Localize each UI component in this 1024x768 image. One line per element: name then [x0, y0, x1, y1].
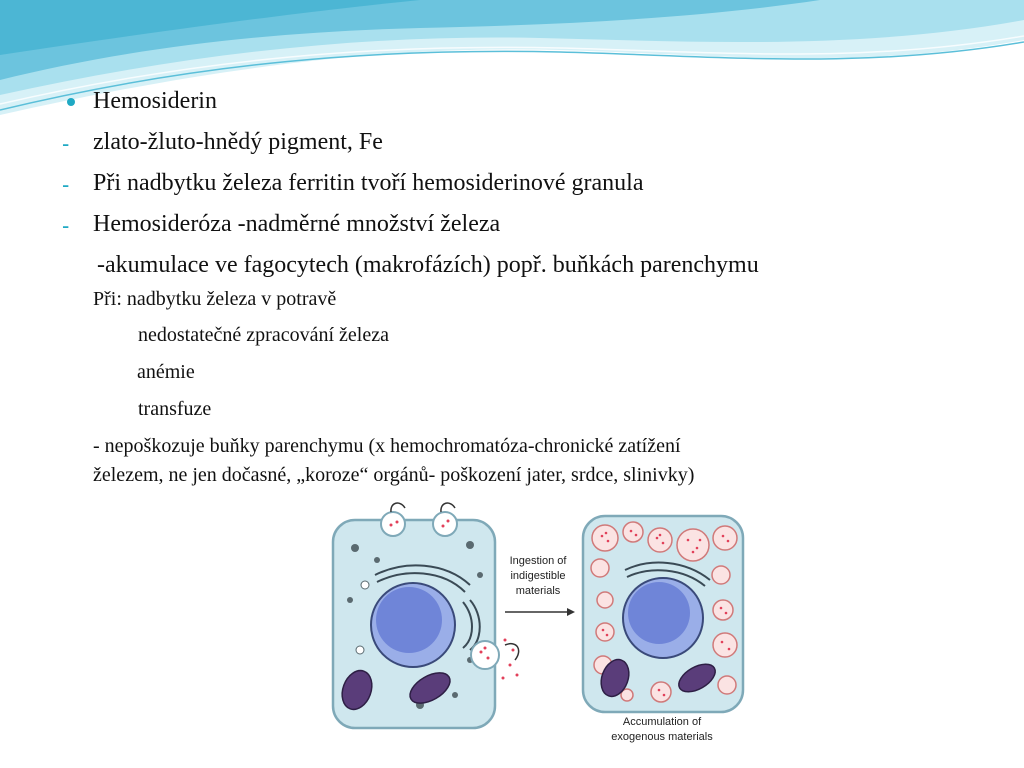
arrow-label-line: materials: [515, 585, 561, 597]
item-hemosideroza: Hemosideróza -nadměrné množství železa: [93, 211, 501, 237]
cause-item: nedostatečné zpracování železa: [138, 324, 389, 346]
right-cell: [583, 516, 743, 712]
cause-item: anémie: [137, 361, 195, 383]
dash-bullet-icon: -: [62, 131, 70, 156]
dash-bullet-icon: -: [62, 172, 70, 197]
arrow-label-line: Ingestion of: [509, 555, 567, 567]
caption-line: exogenous materials: [611, 731, 713, 743]
bullet-dot-icon: [67, 98, 75, 106]
dash-bullet-icon: -: [62, 213, 70, 238]
note-line-1: - nepoškozuje buňky parenchymu (x hemochromatóza-chronické zatížení: [93, 435, 681, 457]
pri-label: Při: nadbytku železa v potravě: [93, 288, 337, 310]
akumulace-line: -akumulace ve fagocytech (makrofázích) popř. buňkách parenchymu: [97, 252, 759, 278]
item-pigment: zlato-žluto-hnědý pigment, Fe: [93, 129, 383, 155]
heading-hemosiderin: Hemosiderin: [93, 88, 217, 114]
arrow-label-line: indigestible: [510, 570, 566, 582]
cause-item: transfuze: [138, 398, 212, 420]
item-ferritin: Při nadbytku železa ferritin tvoří hemosiderinové granula: [93, 170, 644, 196]
caption-line: Accumulation of: [622, 716, 702, 728]
left-cell: [333, 503, 519, 728]
cell-accumulation-diagram: [305, 500, 765, 748]
note-line-2: železem, ne jen dočasné, „koroze“ orgánů- poškození jater, srdce, slinivky): [93, 464, 695, 486]
